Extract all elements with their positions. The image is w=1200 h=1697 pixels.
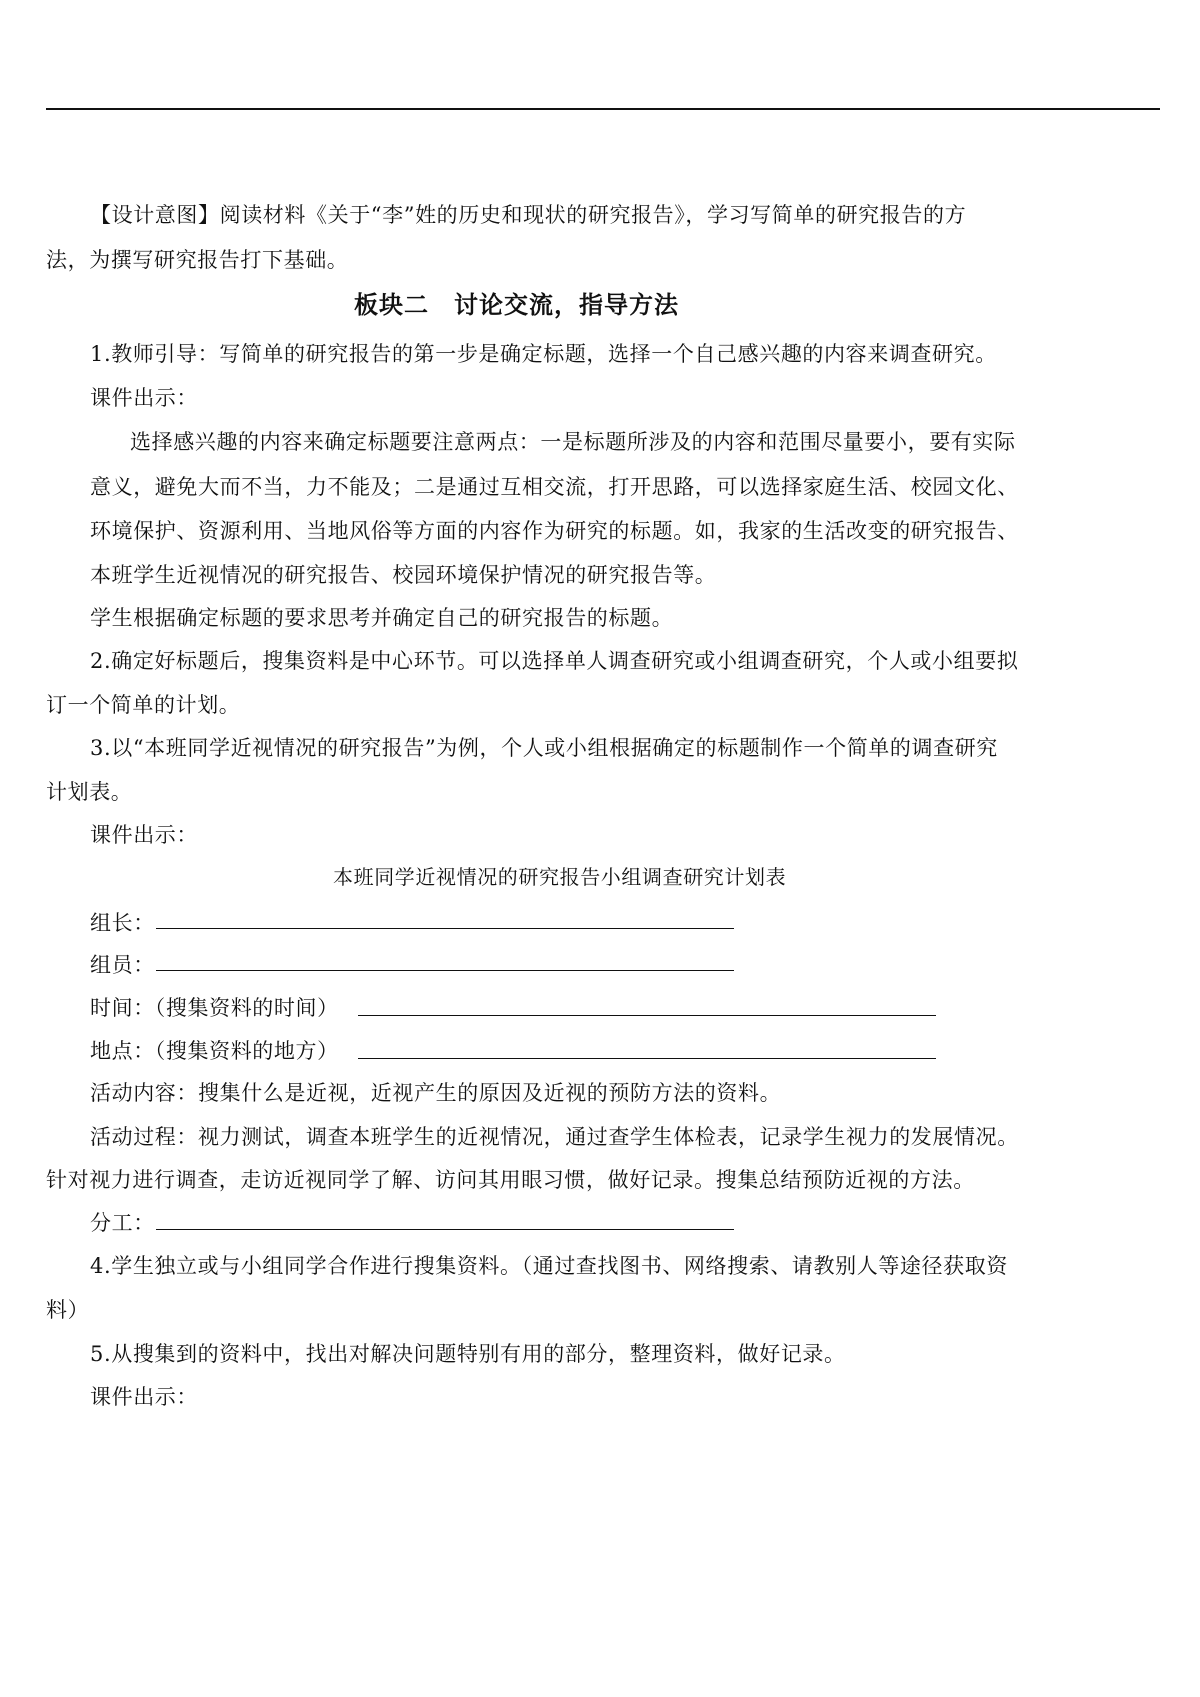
plan-form-title: 本班同学近视情况的研究报告小组调查研究计划表 xyxy=(333,865,787,889)
leader-label: 组长： xyxy=(90,911,155,935)
step-3-line-2: 计划表。 xyxy=(46,780,133,804)
members-label: 组员： xyxy=(90,953,155,977)
step-2-line-2: 订一个简单的计划。 xyxy=(46,693,241,717)
time-blank xyxy=(358,1015,936,1016)
student-note: 学生根据确定标题的要求思考并确定自己的研究报告的标题。 xyxy=(90,606,674,630)
design-intent-line-1: 【设计意图】阅读材料《关于“李”姓的历史和现状的研究报告》，学习写简单的研究报告的方 xyxy=(90,203,967,227)
step-5-text: 5.从搜集到的资料中，找出对解决问题特别有用的部分，整理资料，做好记录。 xyxy=(90,1342,846,1366)
courseware-text-line-3: 环境保护、资源利用、当地风俗等方面的内容作为研究的标题。如，我家的生活改变的研究报告、 xyxy=(90,519,1019,543)
place-label: 地点：（搜集资料的地方） xyxy=(90,1039,339,1063)
courseware-label-2: 课件出示： xyxy=(90,823,198,847)
courseware-text-line-1: 选择感兴趣的内容来确定标题要注意两点：一是标题所涉及的内容和范围尽量要小，要有实际 xyxy=(130,430,1016,454)
division-blank xyxy=(156,1229,734,1230)
header-rule xyxy=(46,108,1160,110)
step-4-line-2: 料） xyxy=(46,1298,90,1322)
courseware-text-line-4: 本班学生近视情况的研究报告、校园环境保护情况的研究报告等。 xyxy=(90,563,717,587)
step-1-text: 1.教师引导：写简单的研究报告的第一步是确定标题，选择一个自己感兴趣的内容来调查研究。 xyxy=(90,342,997,366)
courseware-label-1: 课件出示： xyxy=(90,386,198,410)
courseware-label-3: 课件出示： xyxy=(90,1385,198,1409)
activity-process-line-1: 活动过程：视力测试，调查本班学生的近视情况，通过查学生体检表，记录学生视力的发展情况。 xyxy=(90,1125,1019,1149)
courseware-text-line-2: 意义，避免大而不当，力不能及；二是通过互相交流，打开思路，可以选择家庭生活、校园文化、 xyxy=(90,475,1019,499)
division-label: 分工： xyxy=(90,1211,155,1235)
step-2-line-1: 2.确定好标题后，搜集资料是中心环节。可以选择单人调查研究或小组调查研究，个人或小组要拟 xyxy=(90,649,1019,673)
time-label: 时间：（搜集资料的时间） xyxy=(90,996,339,1020)
members-blank xyxy=(156,970,734,971)
leader-blank xyxy=(156,928,734,929)
activity-process-line-2: 针对视力进行调查，走访近视同学了解、访问其用眼习惯，做好记录。搜集总结预防近视的方法。 xyxy=(46,1168,975,1192)
step-4-line-1: 4.学生独立或与小组同学合作进行搜集资料。（通过查找图书、网络搜索、请教别人等途径获取资 xyxy=(90,1254,1008,1278)
place-blank xyxy=(358,1058,936,1059)
step-3-line-1: 3.以“本班同学近视情况的研究报告”为例，个人或小组根据确定的标题制作一个简单的调查研究 xyxy=(90,736,998,760)
design-intent-line-2: 法，为撰写研究报告打下基础。 xyxy=(46,248,349,272)
section-title: 板块二 讨论交流，指导方法 xyxy=(354,291,679,319)
activity-content: 活动内容：搜集什么是近视，近视产生的原因及近视的预防方法的资料。 xyxy=(90,1081,782,1105)
